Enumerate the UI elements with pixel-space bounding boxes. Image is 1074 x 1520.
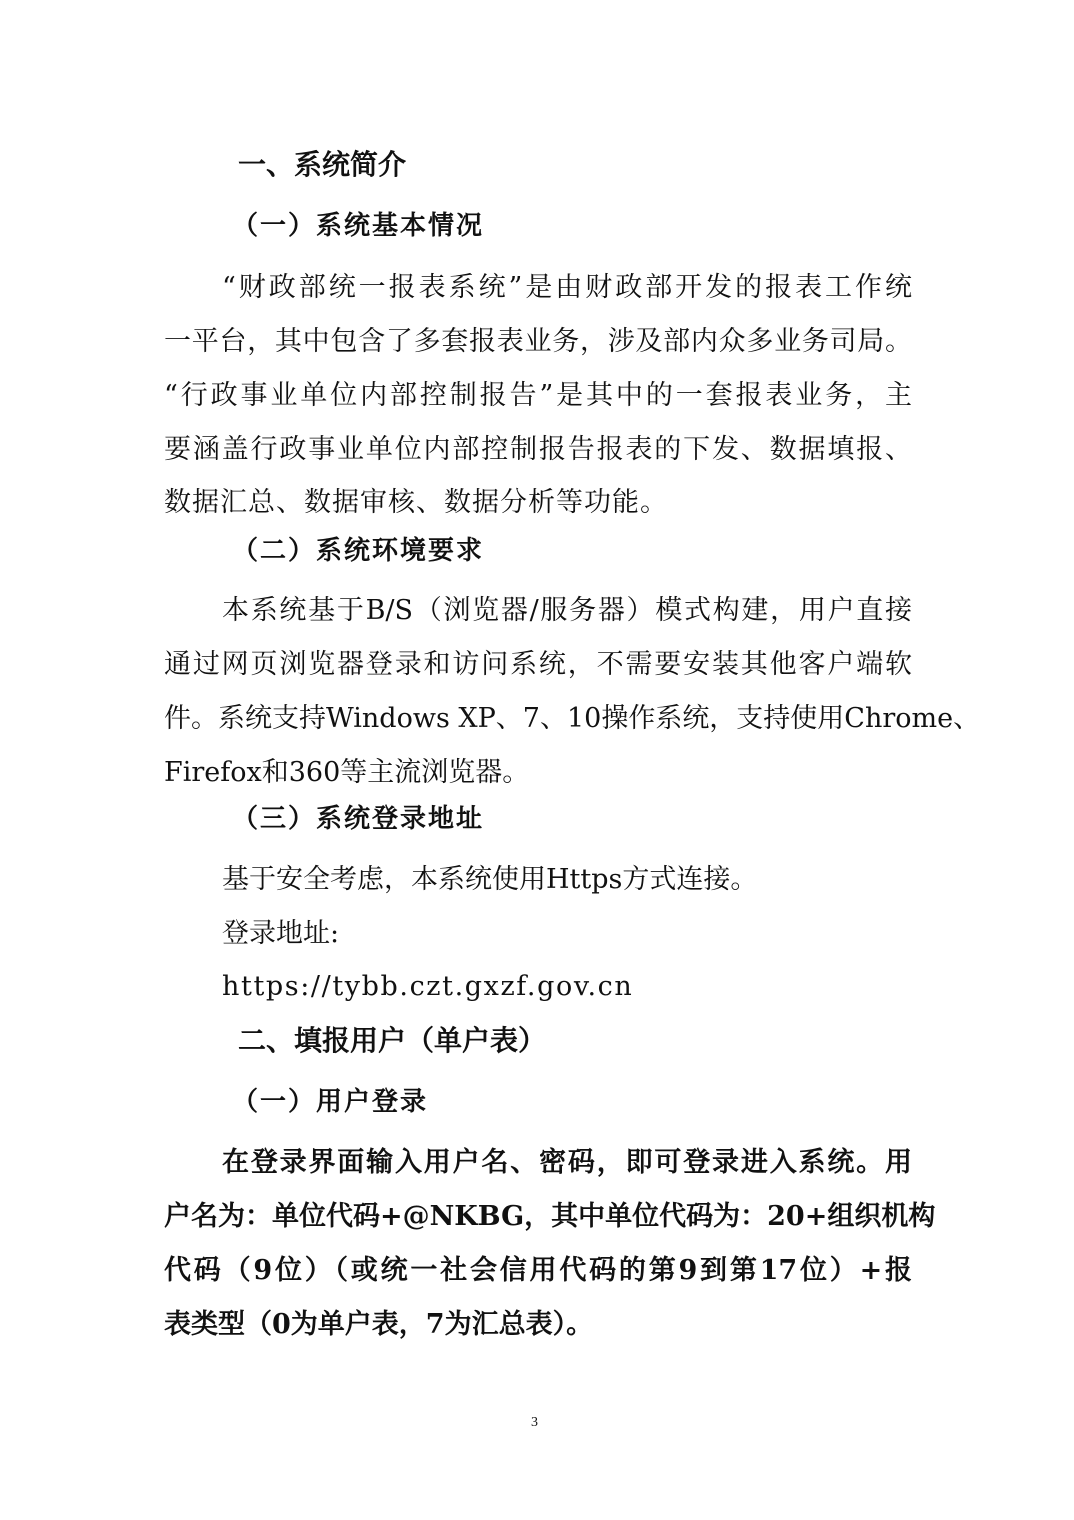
paragraph-line: “行政事业单位内部控制报告”是其中的一套报表业务，主 [164, 380, 912, 411]
paragraph-line: 通过网页浏览器登录和访问系统，不需要安装其他客户端软 [164, 649, 912, 680]
login-url: https://tybb.czt.gxzf.gov.cn [222, 971, 634, 1002]
page-number: 3 [531, 1415, 538, 1430]
subsection-heading: （一）系统基本情况 [232, 211, 485, 241]
subsection-heading: （二）系统环境要求 [232, 536, 485, 566]
paragraph-line: 要涵盖行政事业单位内部控制报告报表的下发、数据填报、 [164, 434, 912, 465]
paragraph-line: 本系统基于B/S（浏览器/服务器）模式构建，用户直接 [222, 595, 912, 626]
paragraph-line: “财政部统一报表系统”是由财政部开发的报表工作统 [222, 272, 912, 303]
section-heading: 二、填报用户（单户表） [238, 1024, 547, 1057]
section-heading: 一、系统简介 [238, 148, 407, 181]
paragraph-line: 代码（9位）（或统一社会信用代码的第9到第17位）+报 [164, 1255, 912, 1286]
paragraph-line: 在登录界面输入用户名、密码，即可登录进入系统。用 [222, 1147, 912, 1178]
paragraph-line: 户名为：单位代码+@NKBG，其中单位代码为：20+组织机构 [164, 1201, 936, 1232]
subsection-heading: （一）用户登录 [232, 1087, 429, 1117]
login-address-label: 登录地址: [222, 918, 340, 949]
paragraph-line: Firefox和360等主流浏览器。 [164, 757, 530, 788]
subsection-heading: （三）系统登录地址 [232, 804, 485, 834]
paragraph-line: 一平台，其中包含了多套报表业务，涉及部内众多业务司局。 [164, 326, 912, 357]
paragraph-line: 数据汇总、数据审核、数据分析等功能。 [164, 487, 668, 518]
paragraph-line: 表类型（0为单户表，7为汇总表）。 [164, 1309, 594, 1340]
paragraph-line: 基于安全考虑，本系统使用Https方式连接。 [222, 864, 758, 895]
paragraph-line: 件。系统支持Windows XP、7、10操作系统，支持使用Chrome、 [164, 703, 981, 734]
